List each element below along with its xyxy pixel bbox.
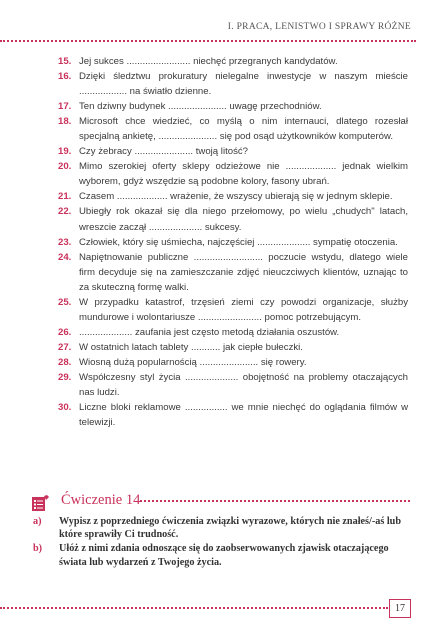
- item-number: 29.: [58, 371, 72, 383]
- list-item: [58, 250, 408, 295]
- list-item: [58, 355, 408, 370]
- item-text: Liczne bloki reklamowe ................ we mnie niechęć do oglądania filmów w telewizji.: [79, 402, 408, 429]
- header-divider: [0, 40, 416, 42]
- item-text: Jej sukces ........................ niechęć przegranych kandydatów.: [79, 56, 338, 67]
- item-text: Ten dziwny budynek ...................... uwagę przechodniów.: [79, 101, 322, 113]
- pencil-list-icon: [32, 495, 49, 512]
- page-number: 17: [389, 599, 411, 618]
- list-item: [58, 189, 408, 204]
- item-number: 25.: [58, 296, 72, 308]
- list-item: [58, 340, 408, 355]
- item-text: Czasem ................... wrażenie, że wszyscy ubierają się w jednym sklepie.: [79, 191, 393, 203]
- list-item: [58, 69, 408, 99]
- item-text: W przypadku katastrof, trzęsień ziemi czy powodzi organizacje, służby mundurowe i wolontariusze ........................ pomoc potrzebującym.: [79, 296, 408, 323]
- list-item: [58, 99, 408, 114]
- item-number: 27.: [58, 341, 72, 353]
- list-item: [58, 400, 408, 430]
- item-text: Mimo szerokiej oferty sklepy odzieżowe nie ................... jednak wielkim wyborem, gdyż wszędzie są podobne kolory, fasony ubrań.: [79, 161, 408, 188]
- item-number: 19.: [58, 146, 72, 158]
- item-number: 24.: [58, 251, 72, 263]
- footer-divider: [0, 607, 388, 609]
- item-text: Człowiek, który się uśmiecha, najczęściej .................... sympatię otoczenia.: [79, 236, 398, 248]
- item-number: 18.: [58, 116, 72, 128]
- item-number: 30.: [58, 402, 72, 414]
- exercise-items-list: [58, 54, 408, 430]
- item-number: 23.: [58, 236, 72, 248]
- task-letter: b): [33, 543, 43, 555]
- list-item: [58, 144, 408, 159]
- item-number: 15.: [58, 56, 72, 67]
- item-text: Napiętnowanie publiczne .......................... poczucie wstydu, dlatego wiele firm decyduje się na zamieszczanie zdjęć nieuczciwych klientów, uznając to za skuteczną formę walki.: [79, 251, 408, 293]
- list-item: [58, 54, 408, 69]
- list-item: [58, 325, 408, 340]
- item-text: Dzięki śledztwu prokuratury nielegalne inwestycje w naszym mieście .................. na światło dzienne.: [79, 71, 408, 98]
- exercise-title: Ćwiczenie 14: [61, 492, 141, 508]
- exercise-divider: [140, 500, 410, 502]
- running-header: I. PRACA, LENISTWO I SPRAWY RÓŻNE: [227, 22, 411, 32]
- item-number: 26.: [58, 326, 72, 338]
- item-text: Czy żebracy ...................... twoją litość?: [79, 146, 249, 158]
- list-item: [58, 114, 408, 144]
- task-b: [33, 542, 413, 568]
- list-item: [58, 295, 408, 325]
- item-number: 28.: [58, 356, 72, 368]
- item-number: 17.: [58, 101, 72, 113]
- item-text: Współczesny styl życia .................... obojętność na problemy otaczających nas ludzi.: [79, 371, 408, 399]
- item-number: 20.: [58, 161, 72, 173]
- list-item: [58, 370, 408, 400]
- task-text: Ułóż z nimi zdania odnoszące się do zaobserwowanych zjawisk otaczającego świata lub wydarzeń z Twojego życia.: [59, 543, 389, 568]
- exercise-tasks: [33, 515, 413, 570]
- item-text: .................... zaufania jest często metodą działania oszustów.: [79, 326, 340, 338]
- item-number: 22.: [58, 206, 72, 218]
- item-number: 16.: [58, 71, 72, 83]
- task-text: Wypisz z poprzedniego ćwiczenia związki wyrazowe, których nie znałeś/-aś lub które sprawiły Ci trudność.: [59, 516, 401, 541]
- list-item: [58, 204, 408, 234]
- task-letter: a): [33, 516, 42, 527]
- item-text: Microsoft chce wiedzieć, co myślą o nim internauci, dlatego rozesłał specjalną ankietę, ...................... się pod osąd użytkowników komputerów.: [79, 116, 408, 143]
- item-text: Wiosną dużą popularnością ...................... się rowery.: [79, 356, 307, 368]
- item-text: W ostatnich latach tablety ........... jak ciepłe bułeczki.: [79, 341, 303, 353]
- list-item: [58, 159, 408, 189]
- task-a: [33, 515, 413, 541]
- list-item: [58, 235, 408, 250]
- item-text: Ubiegły rok okazał się dla niego przełomowy, po wielu „chudych" latach, wreszcie zaczął .................... sukcesy.: [79, 206, 408, 233]
- item-number: 21.: [58, 191, 72, 203]
